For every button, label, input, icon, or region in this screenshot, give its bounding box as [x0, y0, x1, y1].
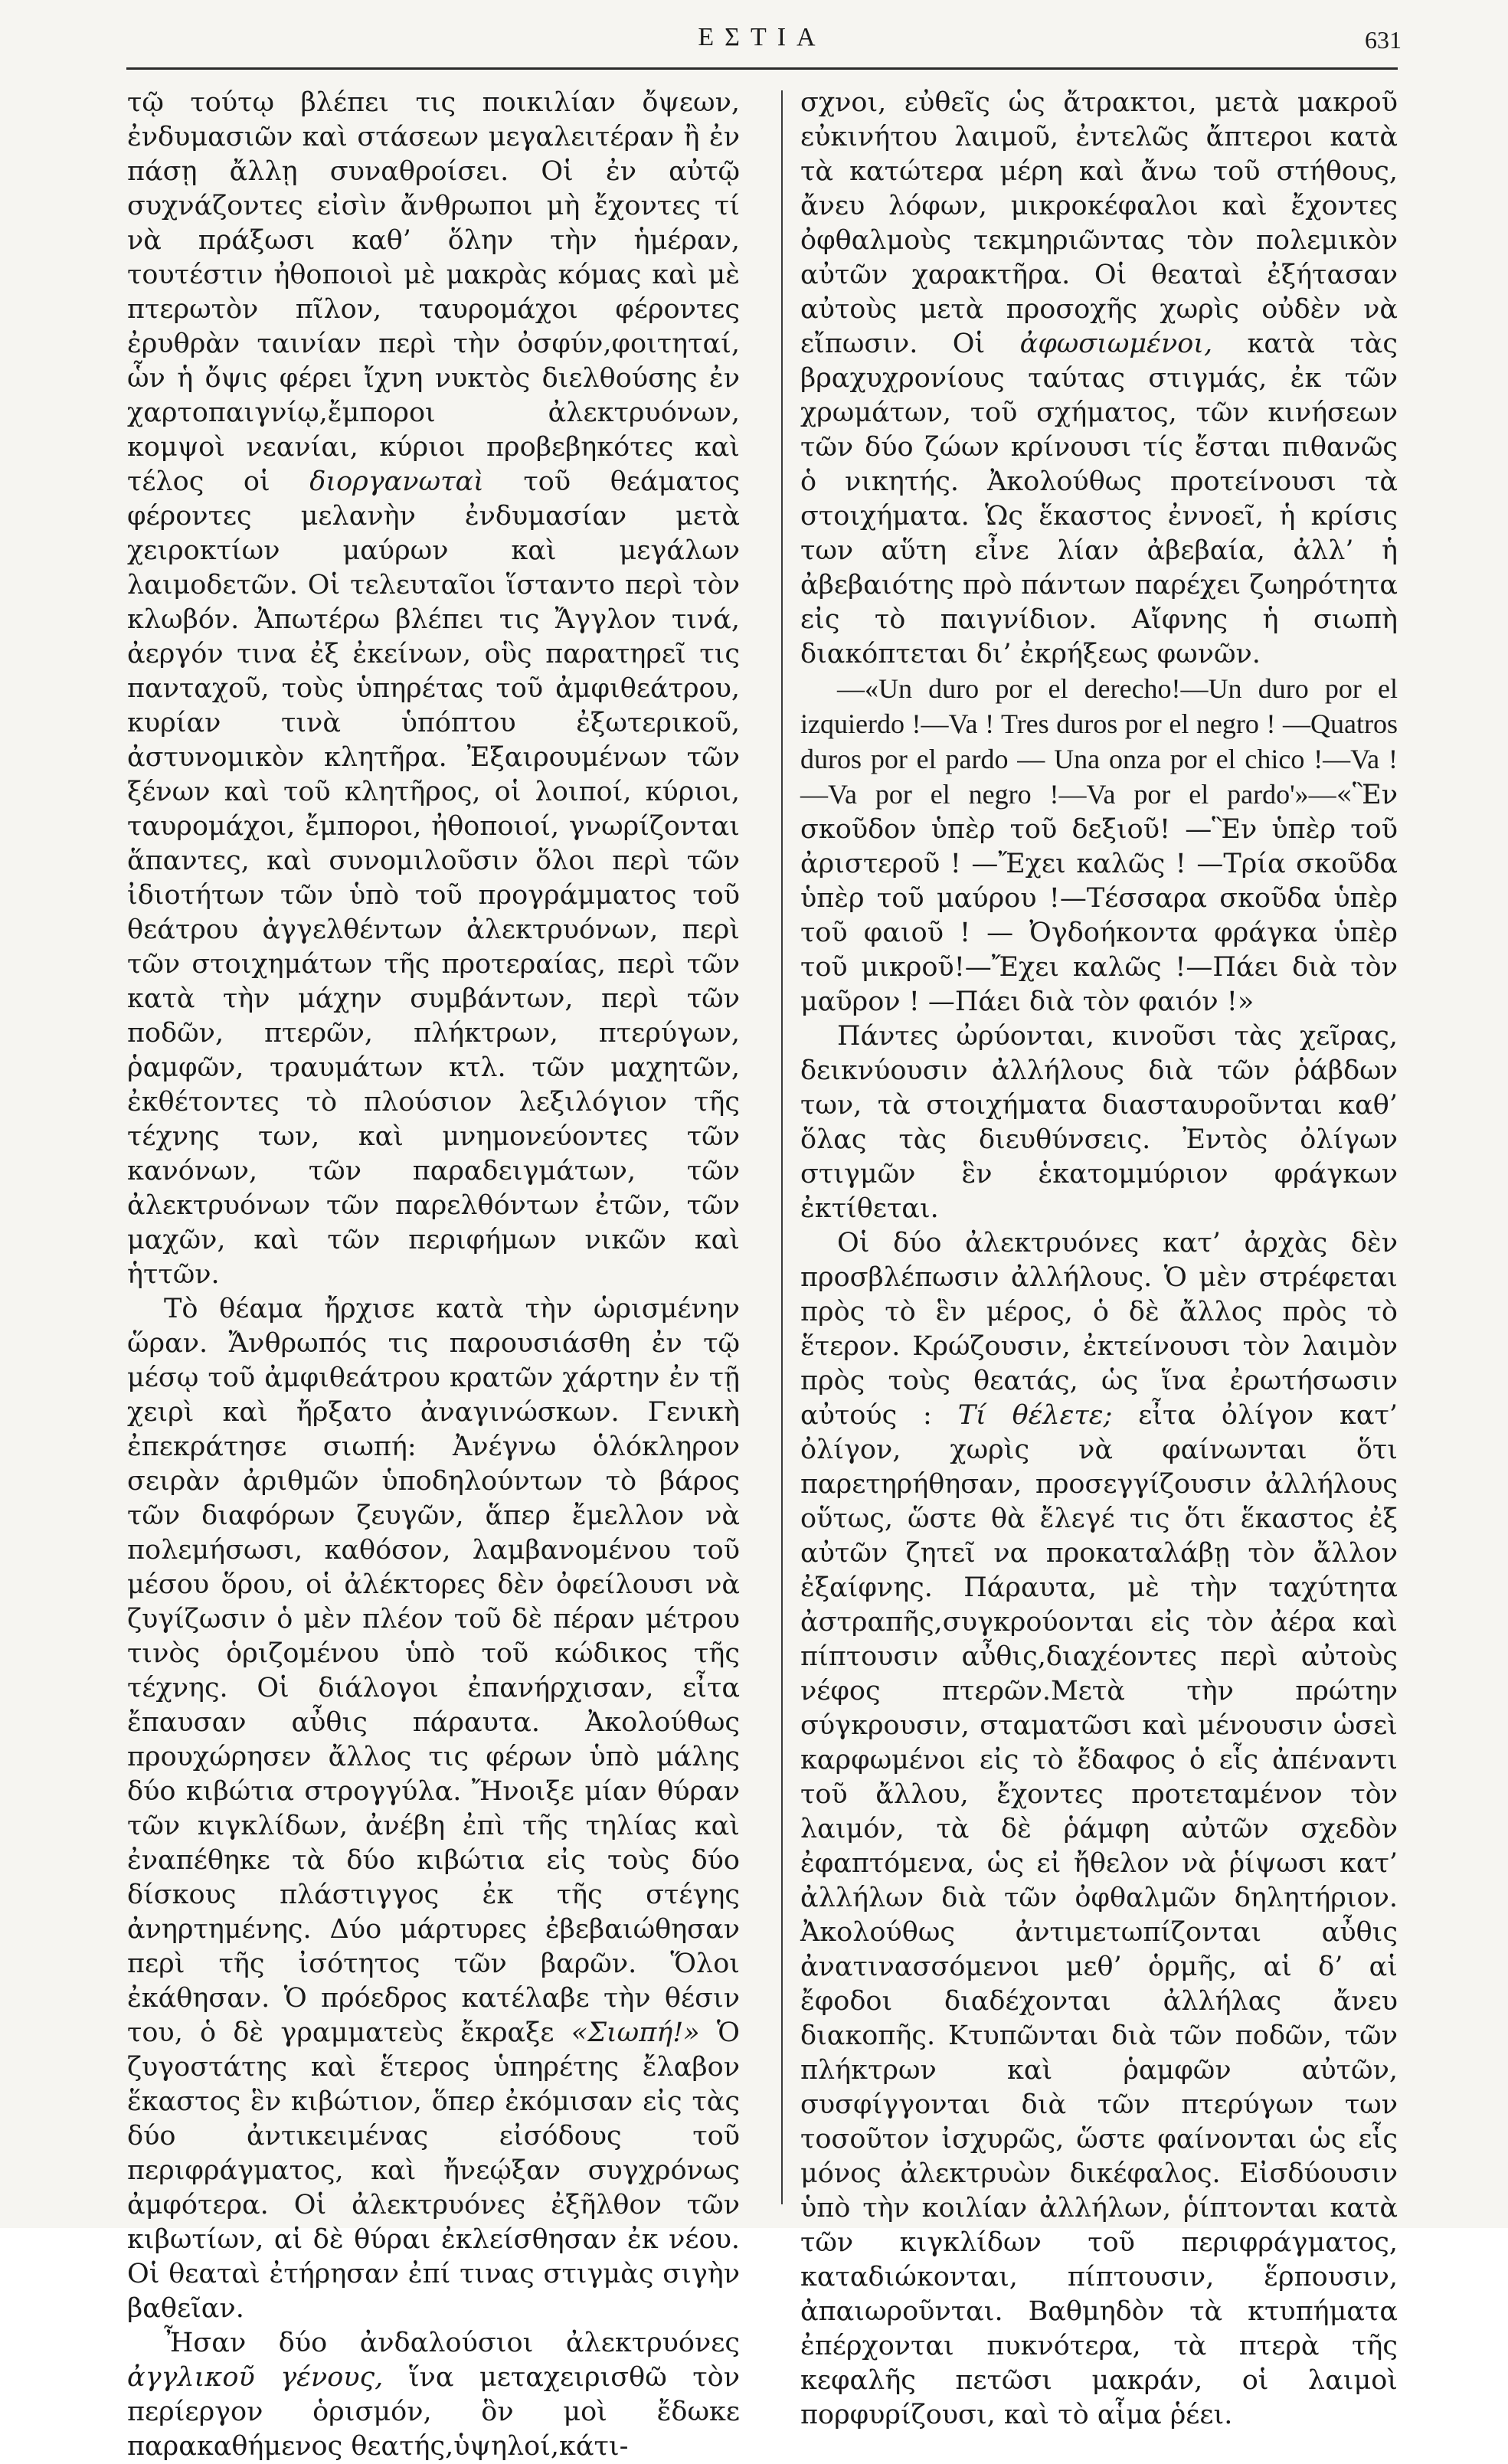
italic-term: ἀφωσιωμένοι, [1019, 329, 1213, 359]
left-column [127, 86, 740, 2464]
text-span: κατὰ τὰς βραχυχρονίους ταύτας στιγμάς, ἐκ τῶν χρωμάτων, τοῦ σχήματος, τῶν κινήσεων τῶν δύο ζώων κρίνουσι τίς ἔσται πιθανῶς ὁ νικητής. Ἀκολούθως προτείνουσι τὰ στοιχήματα. Ὡς ἕκαστος ἐννοεῖ, ἡ κρίσις των αὕτη εἶνε λίαν ἀβεβαία, ἀλλ’ ἡ ἀβεβαιότης πρὸ πάντων παρέχει ζωηρότητα εἰς τὸ παιγνίδιον. Αἴφνης ἡ σιωπὴ διακόπτεται δι’ ἐκρήξεως φωνῶν. [800, 329, 1398, 669]
italic-term: ἀγγλικοῦ γένους, [127, 2362, 384, 2393]
paragraph [127, 1292, 740, 2326]
page-header [123, 15, 1402, 61]
header-rule [126, 67, 1398, 70]
italic-term: διοργανωταὶ [309, 466, 484, 497]
right-column [800, 86, 1398, 2433]
text-span: Τὸ θέαμα ἤρχισε κατὰ τὴν ὡρισμένην ὥραν. Ἄνθρωπός τις παρουσιάσθη ἐν τῷ μέσῳ τοῦ ἀμφιθεάτρου κρατῶν χάρτην ἐν τῇ χειρὶ καὶ ἤρξατο ἀναγινώσκων. Γενικὴ ἐπεκράτησε σιωπή: Ἀνέγνω ὁλόκληρον σειρὰν ἀριθμῶν ὑποδηλούντων τὸ βάρος τῶν διαφόρων ζευγῶν, ἅπερ ἔμελλον νὰ πολεμήσωσι, καθόσον, λαμβανομένου τοῦ μέσου ὅρου, οἱ ἀλέκτορες δὲν ὀφείλουσι νὰ ζυγίζωσιν ὁ μὲν πλέον τοῦ δὲ πέραν μέτρου τινὸς ὁριζομένου ὑπὸ τοῦ κώδικος τῆς τέχνης. Οἱ διάλογοι ἐπανήρχισαν, εἶτα ἔπαυσαν αὖθις πάραυτα. Ἀκολούθως προυχώρησεν ἄλλος τις φέρων ὑπὸ μάλης δύο κιβώτια στρογγύλα. Ἤνοιξε μίαν θύραν τῶν κιγκλίδων, ἀνέβη ἐπὶ τῆς τηλίας καὶ ἐναπέθηκε τὰ δύο κιβώτια εἰς τοὺς δύο δίσκους πλάστιγγος ἐκ τῆς στέγης ἀνηρτημένης. Δύο μάρτυρες ἐβεβαιώθησαν περὶ τῆς ἰσότητος τῶν βαρῶν. Ὅλοι ἐκάθησαν. Ὁ πρόεδρος κατέλαβε τὴν θέσιν του, ὁ δὲ γραμματεὺς ἔκραξε [127, 1294, 740, 2048]
running-title: ΕΣΤΙΑ [698, 23, 826, 51]
paragraph [127, 2326, 740, 2464]
text-span: Οἱ δύο ἀλεκτρυόνες κατ’ ἀρχὰς δὲν προσβλέπωσιν ἀλλήλους. Ὁ μὲν στρέφεται πρὸς τὸ ἓν μέρος, ὁ δὲ ἄλλος πρὸς τὸ ἕτερον. Κρώζουσιν, ἐκτείνουσι τὸν λαιμὸν πρὸς τοὺς θεατάς, ὡς ἵνα ἐρωτήσωσιν αὐτούς : [800, 1228, 1398, 1431]
spanish-betting-cries: —«Un duro por el derecho!—Un duro por el izquierdo !—Va ! Tres duros por el negro ! —Quatros duros por el pardo — Una onza por el chico !—Va !—Va por el negro !—Va por el pardo'»— [800, 673, 1398, 810]
paragraph [127, 86, 740, 1292]
paragraph [800, 86, 1398, 672]
page-number: 631 [1365, 26, 1402, 54]
text-span: σχνοι, εὐθεῖς ὡς ἄτρακτοι, μετὰ μακροῦ εὐκινήτου λαιμοῦ, ἐντελῶς ἄπτεροι κατὰ τὰ κατώτερα μέρη καὶ ἄνω τοῦ στήθους, ἄνευ λόφων, μικροκέφαλοι καὶ ἔχοντες ὀφθαλμοὺς τεκμηριῶντας τὸν πολεμικὸν αὐτῶν χαρακτῆρα. Οἱ θεαταὶ ἐξήτασαν αὐτοὺς μετὰ προσοχῆς χωρὶς οὐδὲν νὰ εἴπωσιν. Οἱ [800, 87, 1398, 359]
text-span: τοῦ θεάματος φέροντες μελανὴν ἐνδυμασίαν μετὰ χειροκτίων μαύρων καὶ μεγάλων λαιμοδετῶν. Οἱ τελευταῖοι ἵσταντο περὶ τὸν κλωβόν. Ἀπωτέρω βλέπει τις Ἄγγλον τινά, ἀεργόν τινα ἐξ ἐκείνων, οὓς παρατηρεῖ τις πανταχοῦ, τοὺς ὑπηρέτας τοῦ ἀμφιθεάτρου, κυρίαν τινὰ ὑπόπτου ἐξωτερικοῦ, ἀστυνομικὸν κλητῆρα. Ἐξαιρουμένων τῶν ξένων καὶ τοῦ κλητῆρος, οἱ λοιποί, κύριοι, ταυρομάχοι, ἔμποροι, ἠθοποιοί, γνωρίζονται ἅπαντες, καὶ συνομιλοῦσιν ὅλοι περὶ τῶν ἰδιοτήτων τῶν ὑπὸ τοῦ προγράμματος τοῦ θεάτρου ἀγγελθέντων ἀλεκτρυόνων, περὶ τῶν στοιχημάτων τῆς προτεραίας, περὶ τῶν κατὰ τὴν μάχην συμβάντων, περὶ τῶν ποδῶν, πτερῶν, πλήκτρων, πτερύγων, ῥαμφῶν, τραυμάτων κτλ. τῶν μαχητῶν, ἐκθέτοντες τὸ πλούσιον λεξιλόγιον τῆς τέχνης των, καὶ μνημονεύοντες τῶν κανόνων, τῶν παραδειγμάτων, τῶν ἀλεκτρυόνων τῶν παρελθόντων ἐτῶν, τῶν μαχῶν, καὶ τῶν περιφήμων νικῶν καὶ ἡττῶν. [127, 466, 740, 1290]
italic-term: Τί θέλετε; [957, 1400, 1113, 1431]
paragraph [800, 1226, 1398, 2433]
greek-betting-cries: «Ἓν σκοῦδον ὑπὲρ τοῦ δεξιοῦ! —Ἓν ὑπὲρ τοῦ ἀριστεροῦ ! —Ἔχει καλῶς ! —Τρία σκοῦδα ὑπὲρ τοῦ μαύρου !—Τέσσαρα σκοῦδα ὑπὲρ τοῦ φαιοῦ ! — Ὀγδοήκοντα φράγκα ὑπὲρ τοῦ μικροῦ!—Ἔχει καλῶς !—Πάει διὰ τὸν μαῦρον ! —Πάει διὰ τὸν φαιόν !» [800, 780, 1398, 1017]
text-span: Ὁ ζυγοστάτης καὶ ἕτερος ὑπηρέτης ἔλαβον ἕκαστος ἓν κιβώτιον, ὅπερ ἐκόμισαν εἰς τὰς δύο ἀντικειμένας εἰσόδους τοῦ περιφράγματος, καὶ ἤνεῴξαν συγχρόνως ἀμφότερα. Οἱ ἀλεκτρυόνες ἐξῆλθον τῶν κιβωτίων, αἱ δὲ θύραι ἐκλείσθησαν ἐκ νέου. Οἱ θεαταὶ ἐτήρησαν ἐπί τινας στιγμὰς σιγὴν βαθεῖαν. [127, 2017, 740, 2324]
text-span: εἶτα ὀλίγον κατ’ ὀλίγον, χωρὶς νὰ φαίνωνται ὅτι παρετηρήθησαν, προσεγγίζουσιν ἀλλήλους οὕτως, ὥστε θὰ ἔλεγέ τις ὅτι ἕκαστος ἐξ αὐτῶν ζητεῖ να προκαταλάβῃ τὸν ἄλλον ἐξαίφνης. Πάραυτα, μὲ τὴν ταχύτητα ἀστραπῆς,συγκρούονται εἰς τὸν ἀέρα καὶ πίπτουσιν αὖθις,διαχέοντες περὶ αὐτοὺς νέφος πτερῶν.Μετὰ τὴν πρώτην σύγκρουσιν, σταματῶσι καὶ μένουσιν ὡσεὶ καρφωμένοι εἰς τὸ ἔδαφος ὁ εἷς ἀπέναντι τοῦ ἄλλου, ἔχοντες προτεταμένον τὸν λαιμόν, τὰ δὲ ῥάμφη αὐτῶν σχεδὸν ἐφαπτόμενα, ὡς εἰ ἤθελον νὰ ῥίψωσι κατ’ ἀλλήλων διὰ τῶν ὀφθαλμῶν δηλητήριον. Ἀκολούθως ἀντιμετωπίζονται αὖθις ἀνατινασσόμενοι μεθ’ ὁρμῆς, αἱ δ’ αἱ ἔφοδοι διαδέχονται ἀλλήλας ἄνευ διακοπῆς. Κτυπῶνται διὰ τῶν ποδῶν, τῶν πλήκτρων καὶ ῥαμφῶν αὐτῶν, συσφίγγονται διὰ τῶν πτερύγων των τοσοῦτον ἰσχυρῶς, ὥστε φαίνονται ὡς εἷς μόνος ἀλεκτρυὼν δικέφαλος. Εἰσδύουσιν ὑπὸ τὴν κοιλίαν ἀλλήλων, ῥίπτονται κατὰ τῶν κιγκλίδων τοῦ περιφράγματος, καταδιώκονται, πίπτουσιν, ἕρπουσιν, ἀπαιωροῦνται. Βαθμηδὸν τὰ κτυπήματα ἐπέρχονται πυκνότερα, τὰ πτερὰ τῆς κεφαλῆς πετῶσι μακράν, οἱ λαιμοὶ πορφυρίζουσι, καὶ τὸ αἷμα ῥέει. [800, 1400, 1398, 2430]
text-span: τῷ τούτῳ βλέπει τις ποικιλίαν ὄψεων, ἐνδυμασιῶν καὶ στάσεων μεγαλειτέραν ἢ ἐν πάσῃ ἄλλῃ συναθροίσει. Οἱ ἐν αὐτῷ συχνάζοντες εἰσὶν ἄνθρωποι μὴ ἔχοντες τί νὰ πράξωσι καθ’ ὅλην τὴν ἡμέραν, τουτέστιν ἠθοποιοὶ μὲ μακρὰς κόμας καὶ μὲ πτερωτὸν πῖλον, ταυρομάχοι φέροντες ἐρυθρὰν ταινίαν περὶ τὴν ὀσφύν,φοιτηταί, ὧν ἡ ὄψις φέρει ἴχνη νυκτὸς διελθούσης ἐν χαρτοπαιγνίῳ,ἔμποροι ἀλεκτρυόνων, κομψοὶ νεανίαι, κύριοι προβεβηκότες καὶ τέλος οἱ [127, 87, 740, 497]
text-span: Πάντες ὠρύονται, κινοῦσι τὰς χεῖρας, δεικνύουσιν ἀλλήλους διὰ τῶν ῥάβδων των, τὰ στοιχήματα διασταυροῦνται καθ’ ὅλας τὰς διευθύνσεις. Ἐντὸς ὀλίγων στιγμῶν ἓν ἑκατομμύριον φράγκων ἐκτίθεται. [800, 1021, 1398, 1224]
quoted-exclamation: «Σιωπή!» [571, 2017, 700, 2048]
text-span: ἵνα μεταχειρισθῶ τὸν περίεργον ὁρισμόν, ὃν μοὶ ἔδωκε παρακαθήμενος θεατής,ὑψηλοί,κάτι- [127, 2362, 740, 2462]
paragraph [800, 672, 1398, 1019]
paragraph [800, 1019, 1398, 1226]
text-span: Ἦσαν δύο ἀνδαλούσιοι ἀλεκτρυόνες [164, 2328, 740, 2358]
column-divider [781, 90, 783, 2204]
